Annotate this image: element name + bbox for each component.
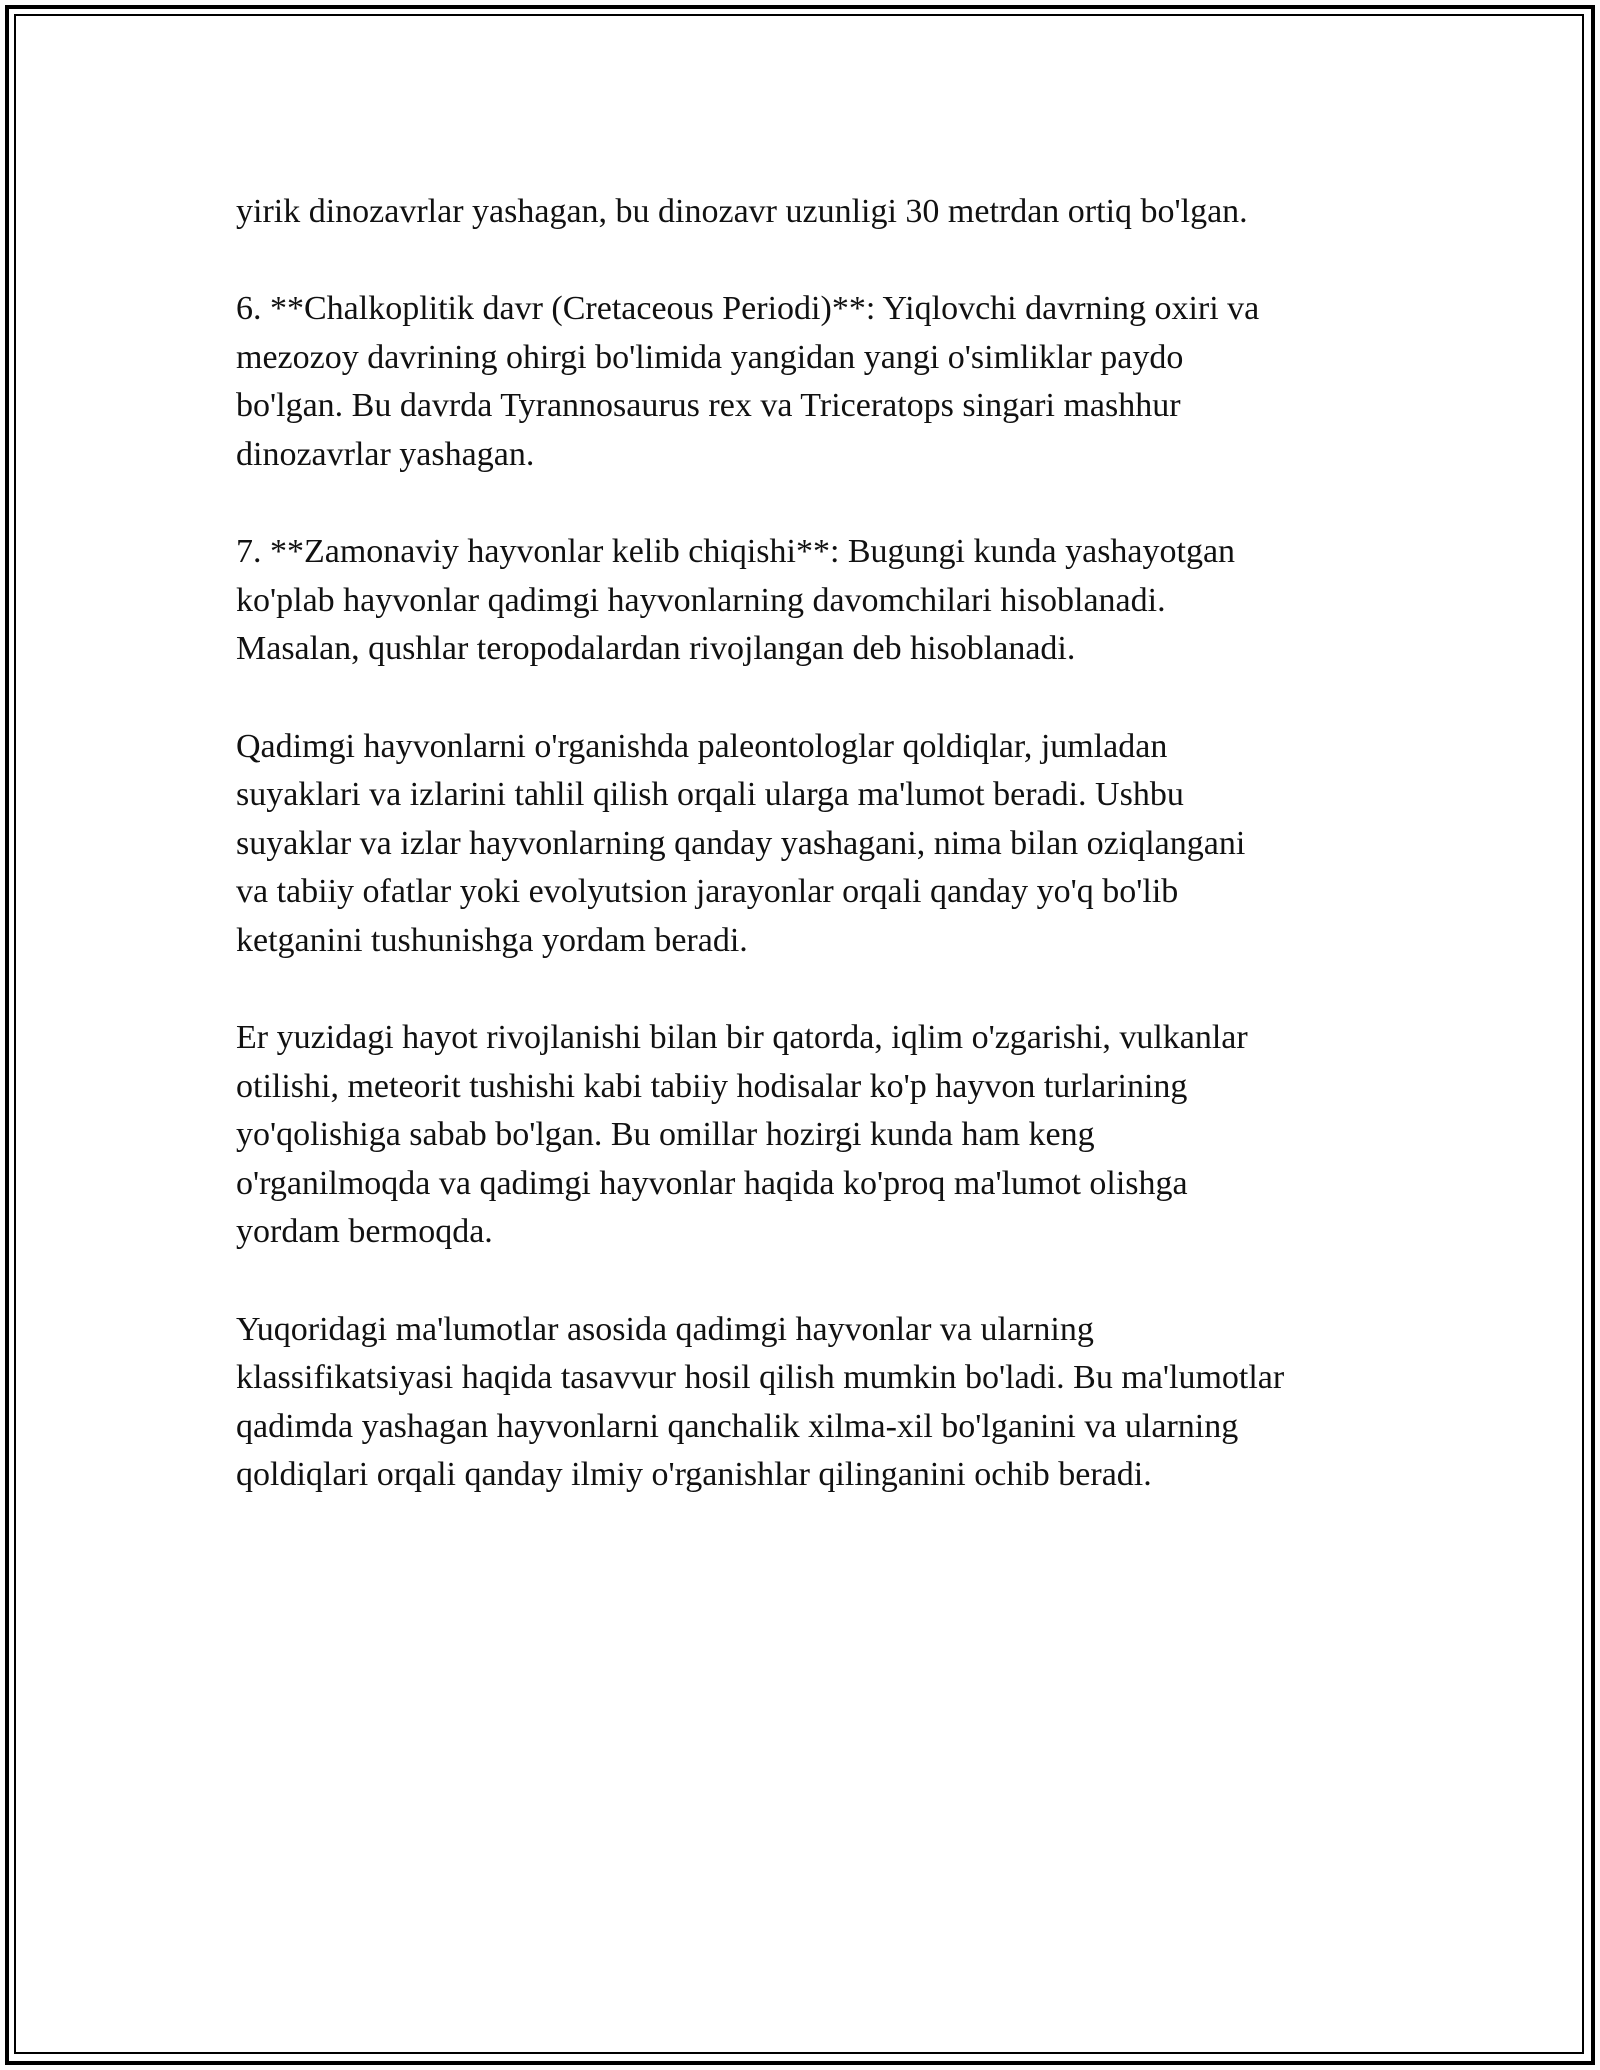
text-line: Masalan, qushlar teropodalardan rivojlangan deb hisoblanadi.: [236, 630, 1076, 668]
paragraph: [236, 188, 1386, 237]
text-line: Er yuzidagi hayot rivojlanishi bilan bir qatorda, iqlim o'zgarishi, vulkanlar: [236, 1019, 1248, 1057]
paragraph: [236, 723, 1386, 966]
text-line: qadimda yashagan hayvonlarni qanchalik xilma-xil bo'lganini va ularning: [236, 1407, 1239, 1445]
text-line: otilishi, meteorit tushishi kabi tabiiy hodisalar ko'p hayvon turlarining: [236, 1067, 1188, 1105]
text-line: yirik dinozavrlar yashagan, bu dinozavr uzunligi 30 metrdan ortiq bo'lgan.: [236, 193, 1248, 230]
text-line: yordam bermoqda.: [236, 1213, 493, 1251]
text-line: Yuqoridagi ma'lumotlar asosida qadimgi hayvonlar va ularning: [236, 1310, 1094, 1348]
text-line: o'rganilmoqda va qadimgi hayvonlar haqida ko'proq ma'lumot olishga: [236, 1164, 1188, 1202]
text-line: dinozavrlar yashagan.: [236, 435, 535, 473]
text-line: bo'lgan. Bu davrda Tyrannosaurus rex va Triceratops singari mashhur: [236, 387, 1181, 425]
text-line: ko'plab hayvonlar qadimgi hayvonlarning davomchilari hisoblanadi.: [236, 581, 1166, 619]
text-line: 6. **Chalkoplitik davr (Cretaceous Periodi)**: Yiqlovchi davrning oxiri va: [236, 290, 1260, 328]
text-line: 7. **Zamonaviy hayvonlar kelib chiqishi**: Bugungi kunda yashayotgan: [236, 533, 1236, 571]
paragraph: [236, 1014, 1386, 1257]
paragraph: [236, 1306, 1386, 1500]
text-line: mezozoy davrining ohirgi bo'limida yangidan yangi o'simliklar paydo: [236, 338, 1184, 376]
text-line: qoldiqlari orqali qanday ilmiy o'rganishlar qilinganini ochib beradi.: [236, 1456, 1152, 1494]
text-line: ketganini tushunishga yordam beradi.: [236, 921, 748, 959]
text-line: suyaklar va izlar hayvonlarning qanday yashagani, nima bilan oziqlangani: [236, 824, 1246, 862]
paragraph: [236, 285, 1386, 479]
paragraph: [236, 528, 1386, 674]
document-body: [236, 188, 1386, 1549]
text-line: Qadimgi hayvonlarni o'rganishda paleontologlar qoldiqlar, jumladan: [236, 727, 1168, 765]
text-line: yo'qolishiga sabab bo'lgan. Bu omillar hozirgi kunda ham keng: [236, 1116, 1095, 1154]
text-line: va tabiiy ofatlar yoki evolyutsion jarayonlar orqali qanday yo'q bo'lib: [236, 873, 1179, 911]
text-line: suyaklari va izlarini tahlil qilish orqali ularga ma'lumot beradi. Ushbu: [236, 776, 1184, 814]
text-line: klassifikatsiyasi haqida tasavvur hosil qilish mumkin bo'ladi. Bu ma'lumotlar: [236, 1359, 1285, 1397]
